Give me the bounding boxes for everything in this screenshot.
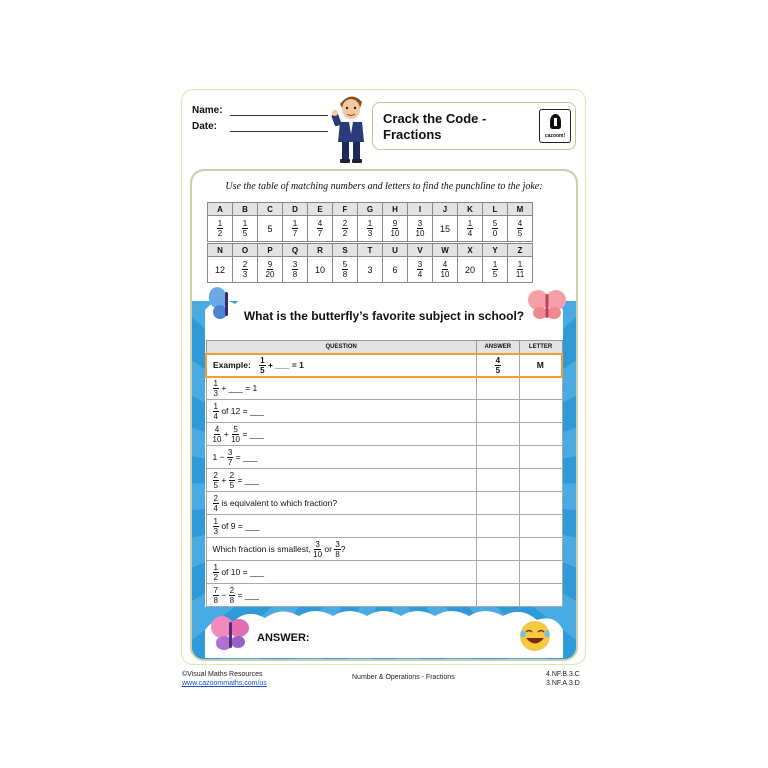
code-letter-i: I xyxy=(408,203,433,216)
code-table-a-to-m xyxy=(207,202,533,242)
code-value-h xyxy=(383,216,408,242)
code-letter-e: E xyxy=(308,203,333,216)
name-line[interactable] xyxy=(230,115,328,116)
code-value-g xyxy=(358,216,383,242)
answer-cell[interactable] xyxy=(476,584,519,607)
date-line[interactable] xyxy=(230,131,328,132)
example-answer: $\frac{4}{5}$ xyxy=(476,354,519,377)
code-value-w xyxy=(433,257,458,283)
fraction: $\frac{1}{3}$ xyxy=(367,219,373,238)
fraction: $\frac{2}{5}$ xyxy=(213,470,218,490)
boy-character-icon xyxy=(330,92,372,164)
instructions-text: Use the table of matching numbers and letters to find the punchline to the joke: xyxy=(225,181,543,192)
question-text: $\frac{2}{5}$ + $\frac{2}{5}$ = ___ xyxy=(206,469,476,492)
code-value-v xyxy=(408,257,433,283)
fraction: $\frac{5}{10}$ xyxy=(231,424,240,444)
letter-cell[interactable] xyxy=(519,400,562,423)
answer-label: ANSWER: xyxy=(257,632,310,644)
joke-question: What is the butterfly’s favorite subject in school? xyxy=(243,309,525,323)
code-value-q xyxy=(283,257,308,283)
question-row xyxy=(206,561,562,584)
letter-cell[interactable] xyxy=(519,561,562,584)
code-letter-c: C xyxy=(258,203,283,216)
code-letter-o: O xyxy=(233,244,258,257)
fraction: $\frac{2}{2}$ xyxy=(342,219,348,238)
fraction: $\frac{1}{11}$ xyxy=(515,260,525,279)
question-row xyxy=(206,538,562,561)
code-letter-f: F xyxy=(333,203,358,216)
fraction: $\frac{1}{5}$ xyxy=(492,260,498,279)
code-letter-m: M xyxy=(508,203,533,216)
question-text: $\frac{1}{4}$ of 12 = ___ xyxy=(206,400,476,423)
fraction: $\frac{1}{5}$ xyxy=(242,219,248,238)
question-text: $\frac{4}{10}$ + $\frac{5}{10}$ = ___ xyxy=(206,423,476,446)
code-letter-k: K xyxy=(458,203,483,216)
standard-2: 3.NF.A.3.D xyxy=(546,680,580,687)
code-letter-n: N xyxy=(208,244,233,257)
code-value-d xyxy=(283,216,308,242)
example-letter: M xyxy=(519,354,562,377)
question-text: $\frac{2}{4}$ is equivalent to which fraction? xyxy=(206,492,476,515)
letter-cell[interactable] xyxy=(519,515,562,538)
code-value-e xyxy=(308,216,333,242)
date-field[interactable] xyxy=(192,121,217,132)
code-value-z xyxy=(508,257,533,283)
date-label: Date: xyxy=(192,121,218,132)
question-text: $\frac{1}{3}$ of 9 = ___ xyxy=(206,515,476,538)
name-label: Name: xyxy=(192,105,223,116)
letter-cell[interactable] xyxy=(519,469,562,492)
code-value-k xyxy=(458,216,483,242)
question-row xyxy=(206,400,562,423)
fraction: $\frac{4}{10}$ xyxy=(440,260,450,279)
question-row xyxy=(206,377,562,400)
code-value-p xyxy=(258,257,283,283)
blue-butterfly-icon xyxy=(208,286,238,320)
code-letter-q: Q xyxy=(283,244,308,257)
code-value-o xyxy=(233,257,258,283)
code-letter-p: P xyxy=(258,244,283,257)
letter-cell[interactable] xyxy=(519,423,562,446)
code-letter-u: U xyxy=(383,244,408,257)
fraction: $\frac{5}{8}$ xyxy=(342,260,348,279)
answer-column-header: ANSWER xyxy=(476,341,519,354)
fraction: $\frac{3}{10}$ xyxy=(415,219,425,238)
code-letter-x: X xyxy=(458,244,483,257)
standard-1: 4.NF.B.3.C xyxy=(546,671,580,678)
letter-cell[interactable] xyxy=(519,377,562,400)
code-value-b xyxy=(233,216,258,242)
code-value-i xyxy=(408,216,433,242)
answer-cell[interactable] xyxy=(476,561,519,584)
worksheet-title: Crack the Code - Fractions xyxy=(383,111,487,142)
footer-standards xyxy=(546,670,580,688)
pink-butterfly-icon xyxy=(527,288,567,322)
question-text: $\frac{7}{8}$ − $\frac{2}{8}$ = ___ xyxy=(206,584,476,607)
fraction: $\frac{3}{10}$ xyxy=(313,539,323,559)
code-letter-t: T xyxy=(358,244,383,257)
question-table xyxy=(205,340,563,607)
fraction: $\frac{3}{7}$ xyxy=(227,447,233,467)
example-row xyxy=(206,354,562,377)
code-value-u: 6 xyxy=(383,257,408,283)
fraction: $\frac{2}{3}$ xyxy=(242,260,248,279)
code-letter-r: R xyxy=(308,244,333,257)
fraction: $\frac{3}{4}$ xyxy=(417,260,423,279)
code-value-l xyxy=(483,216,508,242)
code-letter-v: V xyxy=(408,244,433,257)
fraction: $\frac{1}{3}$ xyxy=(213,516,218,536)
answer-cell[interactable] xyxy=(476,423,519,446)
fraction: $\frac{4}{10}$ xyxy=(212,424,222,444)
question-text: $\frac{1}{3}$ + ___ = 1 xyxy=(206,377,476,400)
code-letter-y: Y xyxy=(483,244,508,257)
footer-topic: Number & Operations - Fractions xyxy=(352,674,455,681)
letter-cell[interactable] xyxy=(519,446,562,469)
question-row xyxy=(206,469,562,492)
fraction: $\frac{4}{7}$ xyxy=(317,219,323,238)
fraction: $\frac{3}{8}$ xyxy=(292,260,298,279)
question-row xyxy=(206,584,562,607)
answer-cell[interactable] xyxy=(476,400,519,423)
answer-cell[interactable] xyxy=(476,515,519,538)
question-row xyxy=(206,515,562,538)
code-letter-z: Z xyxy=(508,244,533,257)
code-value-j: 15 xyxy=(433,216,458,242)
letter-column-header: LETTER xyxy=(519,341,562,354)
pink-purple-butterfly-icon xyxy=(209,614,251,652)
code-value-t: 3 xyxy=(358,257,383,283)
code-letter-d: D xyxy=(283,203,308,216)
fraction: $\frac{9}{10}$ xyxy=(390,219,400,238)
fraction: $\frac{1}{7}$ xyxy=(292,219,298,238)
answer-cell[interactable] xyxy=(476,492,519,515)
answer-cell[interactable] xyxy=(476,446,519,469)
answer-cell[interactable] xyxy=(476,469,519,492)
fraction: $\frac{5}{0}$ xyxy=(492,219,498,238)
fraction: $\frac{3}{8}$ xyxy=(335,539,340,559)
website-link[interactable]: www.cazoommaths.com/us xyxy=(182,680,267,687)
code-letter-h: H xyxy=(383,203,408,216)
code-letter-b: B xyxy=(233,203,258,216)
fraction: $\frac{1}{4}$ xyxy=(213,401,218,421)
fraction: $\frac{1}{2}$ xyxy=(217,219,223,238)
fraction: $\frac{2}{4}$ xyxy=(213,493,218,513)
code-value-a xyxy=(208,216,233,242)
code-value-n: 12 xyxy=(208,257,233,283)
laughing-emoji-icon xyxy=(517,618,553,654)
question-row xyxy=(206,446,562,469)
question-text: Which fraction is smallest, $\frac{3}{10}$ or $\frac{3}{8}$ ? xyxy=(206,538,476,561)
fraction: $\frac{9}{20}$ xyxy=(265,260,275,279)
answer-cell[interactable] xyxy=(476,538,519,561)
footer-left xyxy=(182,670,267,688)
fraction: $\frac{7}{8}$ xyxy=(213,585,218,605)
code-letter-a: A xyxy=(208,203,233,216)
letter-cell[interactable] xyxy=(519,492,562,515)
letter-cell[interactable] xyxy=(519,584,562,607)
code-value-m xyxy=(508,216,533,242)
cazoom-logo-icon: cazoom! xyxy=(539,109,571,143)
fraction: $\frac{2}{5}$ xyxy=(229,470,235,490)
code-value-f xyxy=(333,216,358,242)
question-row xyxy=(206,423,562,446)
question-row xyxy=(206,492,562,515)
fraction: $\frac{1}{3}$ xyxy=(213,378,218,398)
fraction: $\frac{4}{5}$ xyxy=(517,219,523,238)
code-letter-g: G xyxy=(358,203,383,216)
fraction: $\frac{2}{8}$ xyxy=(229,585,235,605)
copyright-text: ©Visual Maths Resources xyxy=(182,671,263,678)
code-value-s xyxy=(333,257,358,283)
name-field[interactable] xyxy=(192,105,223,116)
title-box xyxy=(372,102,576,150)
example-question: Example: $\frac{1}{5}$ + ___ = 1 xyxy=(206,354,476,377)
code-value-y xyxy=(483,257,508,283)
code-table-n-to-z xyxy=(207,243,533,283)
question-text: 1 − $\frac{3}{7}$ = ___ xyxy=(206,446,476,469)
code-value-x: 20 xyxy=(458,257,483,283)
code-letter-l: L xyxy=(483,203,508,216)
fraction: $\frac{1}{2}$ xyxy=(213,562,218,582)
code-value-c: 5 xyxy=(258,216,283,242)
answer-cell[interactable] xyxy=(476,377,519,400)
code-value-r: 10 xyxy=(308,257,333,283)
letter-cell[interactable] xyxy=(519,538,562,561)
question-column-header: QUESTION xyxy=(206,341,476,354)
fraction: $\frac{1}{4}$ xyxy=(467,219,473,238)
code-letter-s: S xyxy=(333,244,358,257)
code-letter-w: W xyxy=(433,244,458,257)
question-text: $\frac{1}{2}$ of 10 = ___ xyxy=(206,561,476,584)
code-letter-j: J xyxy=(433,203,458,216)
